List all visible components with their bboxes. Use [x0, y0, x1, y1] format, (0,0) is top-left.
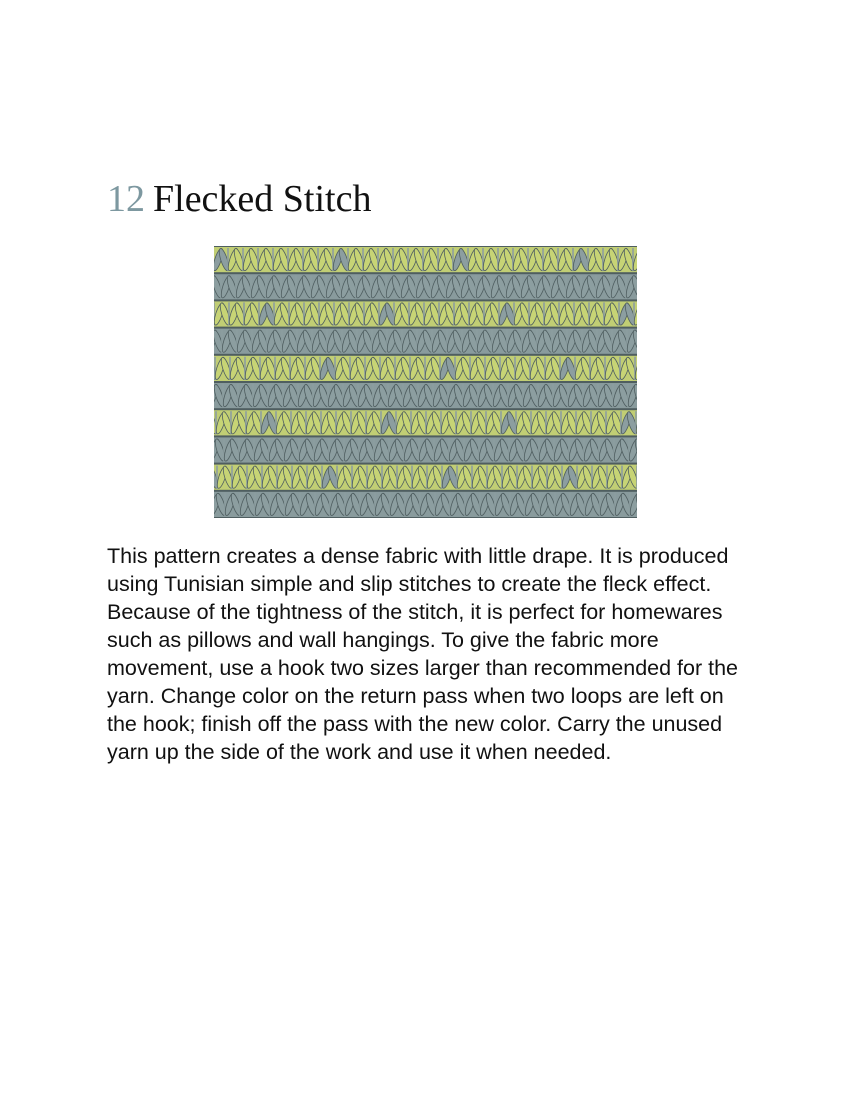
stitch-number: 12	[107, 178, 145, 220]
swatch-bar	[636, 466, 637, 489]
stitch-title: Flecked Stitch	[153, 178, 372, 220]
stitch-description: This pattern creates a dense fabric with little drape. It is produced using Tunisian simple and slip stitches to create the fleck effect. Because of the tightness of the stitch, it is perfect for homewares such as pillows and wall hangings. To give the fabric more movement, use a hook two sizes larger than recommended for the yarn. Change color on the return pass when two loops are left on the hook; finish off the pass with the new color. Carry the unused yarn up the side of the work and use it when needed.	[107, 544, 738, 764]
stitch-heading	[107, 176, 371, 222]
stitch-swatch-image	[214, 246, 637, 518]
